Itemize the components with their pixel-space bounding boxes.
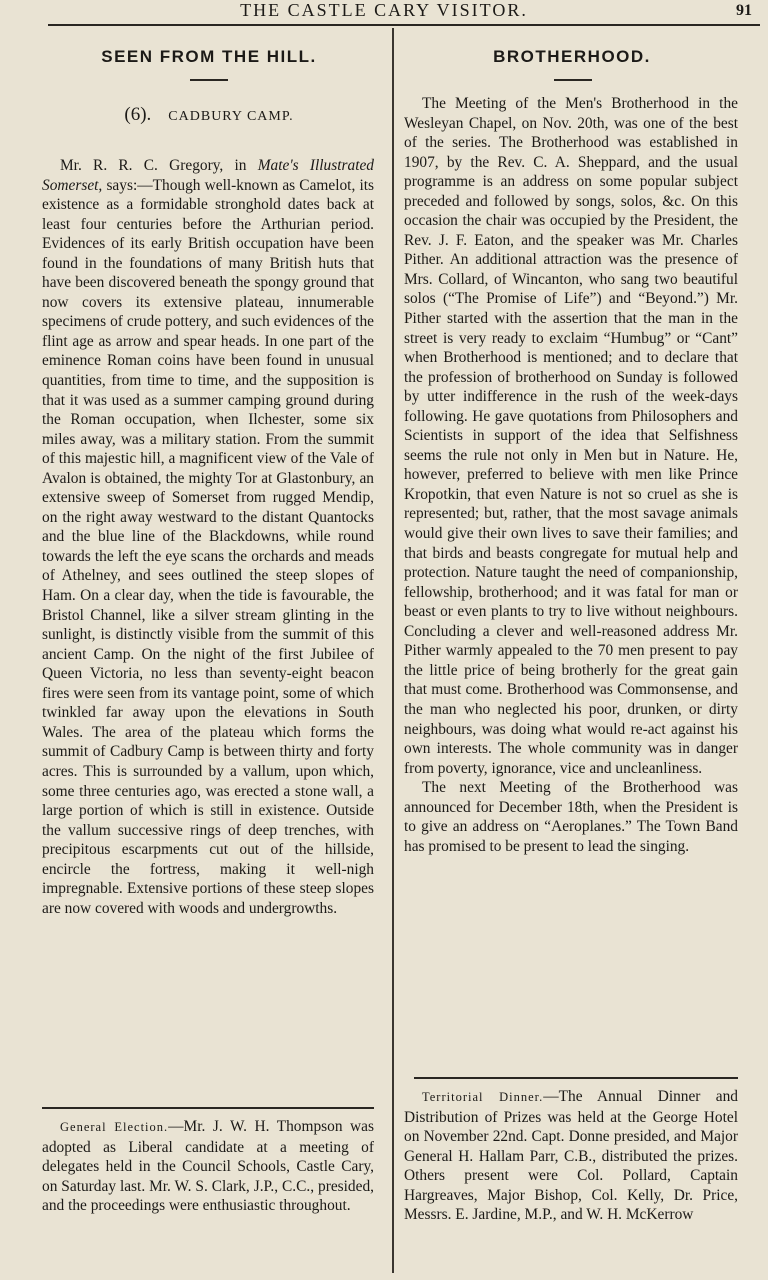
column-divider (392, 28, 394, 1273)
source-title: Mate's Illustrated Somerset, (42, 157, 374, 194)
brotherhood-paragraph-1: The Meeting of the Men's Brotherhood in the Wesleyan Chapel, on Nov. 20th, was one of the best of the series. The Brotherhood was established in 1907, by the Rev. C. A. Sheppard, and the usual programme is an address on some popular subject preceded and followed by songs, solos, &c. On this occasion the chair was occupied by the President, the Rev. J. F. Eaton, and the speaker was Mr. Charles Pither. An additional attraction was the presence of Mrs. Collard, of Wincanton, who sang two beautiful solos (“The Promise of Life”) and “Beyond.”) Mr. Pither started with the assertion that the man in the street is very ready to exclaim “Humbug” or “Cant” when Brotherhood is mentioned; and to declare that the profession of brotherhood on Sunday is followed by utter indifference in the rush of the week-days following. He gave quotations from Philosophers and Scientists in support of the idea that Selfishness seems the rule not only in Men but in Nature. He, however, preferred to believe with men like Prince Kropotkin, that even Nature is not so cruel as she is represented; but, rather, that the most savage animals would give their own lives to save their families; and that birds and beasts congregate for mutual help and protection. Nature taught the need of companionship, fellowship, brotherhood; and it was fatal for man or beast or even plants to try to live without neighbours. Concluding a clever and well-reasoned address Mr. Pither warmly appealed to the 70 men present to pay the little price of being brotherly for the great gain that must come. Brotherhood was Commonsense, and the man who neglected his poor, drunken, or dirty neighbours, was doing what would re-act against his own interests. The whole community was in danger from poverty, ignorance, vice and uncleanliness. (404, 95, 738, 777)
brotherhood-heading: BROTHERHOOD. (493, 47, 651, 66)
page-number: 91 (736, 2, 752, 19)
territorial-dinner-text: —The Annual Dinner and Distribution of Prizes was held at the George Hotel on November 22nd. Capt. Donne presided, and Major General H. Hallam Parr, C.B., distributed the prizes. Others present were Col. Pollard, Captain Hargreaves, Major Bishop, Col. Kelly, Dr. Price, Messrs. E. Jardine, M.P., and W. H. McKerrow (404, 1088, 738, 1224)
cadbury-camp-article (42, 156, 374, 918)
cadbury-camp-subheading (42, 104, 376, 126)
publication-title: THE CASTLE CARY VISITOR. (240, 0, 528, 20)
territorial-dinner-label: Territorial Dinner. (422, 1090, 544, 1104)
section-rule (414, 1077, 738, 1079)
general-election-label: General Election. (60, 1120, 169, 1134)
running-head (0, 0, 768, 22)
seen-from-the-hill-heading: SEEN FROM THE HILL. (101, 47, 317, 66)
article-body: says:—Though well-known as Camelot, its existence as a formidable stronghold dates back at least four centuries before the Arthurian period. Evidences of its early British occupation have been found in the foundations of many British huts that have been discovered beneath the spongy ground that now covers its extensive plateau, innumerable specimens of crude pottery, and such evidences of the flint age as arrow and spear heads. In one part of the eminence Roman coins have been found in unusual quantities, from time to time, and the supposition is that it was used as a summer camping ground during the Roman occupation, when Ilchester, some six miles away, was a military station. From the summit of this majestic hill, a magnificent view of the Vale of Avalon is obtained, the mighty Tor at Glastonbury, an extensive sweep of Somerset from rugged Mendip, on the right away westward to the distant Quantocks and the blue line of the Blackdowns, while round towards the left the eye scans the orchards and meads of Athelney, and sees outlined the steep slopes of Ham. On a clear day, when the tide is favourable, the Bristol Channel, like a silver stream glinting in the sunlight, is distinctly visible from the summit of this ancient Camp. On the night of the first Jubilee of Queen Victoria, no less than seventy-eight beacon fires were seen from its vantage point, some of which twinkled far away upon the elevations in South Wales. The area of the plateau which forms the summit of Cadbury Camp is between thirty and forty acres. This is surrounded by a vallum, upon which, some three centuries ago, was erected a stone wall, a large portion of which is still in existence. Outside the vallum successive rings of deep trenches, with precipitous escarpments cut out of the hillside, encircle the fortress, making it well-nigh impregnable. Extensive portions of these steep slopes are now covered with woods and undergrowths. (42, 176, 374, 917)
general-election-text: —Mr. J. W. H. Thompson was adopted as Liberal candidate at a meeting of delegates held in the Council Schools, Castle Cary, on Saturday last. Mr. W. S. Clark, J.P., C.C., presided, and the proceedings were enthusiastic throughout. (42, 1118, 374, 1215)
brotherhood-article (404, 94, 738, 856)
heading-rule (554, 79, 592, 81)
territorial-dinner-notice (404, 1087, 738, 1225)
heading-rule (190, 79, 228, 81)
general-election-notice (42, 1117, 374, 1216)
article-number: (6). (124, 104, 152, 125)
section-rule (42, 1107, 374, 1109)
header-rule (48, 24, 760, 26)
article-lead: Mr. R. R. C. Gregory, in (60, 157, 258, 174)
article-title: CADBURY CAMP. (168, 109, 294, 124)
brotherhood-paragraph-2: The next Meeting of the Brotherhood was announced for December 18th, when the President is to give an address on “Aeroplanes.” The Town Band has promised to be present to lead the singing. (404, 779, 738, 855)
